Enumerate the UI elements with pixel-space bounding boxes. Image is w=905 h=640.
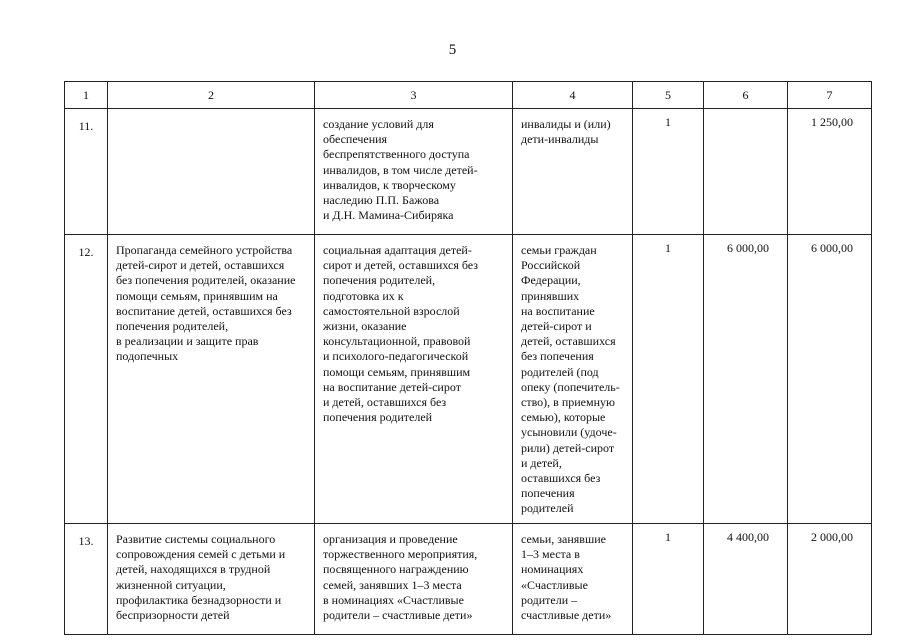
header-cell-4: 4 [513,82,633,109]
text-line: профилактика безнадзорности и [116,592,282,607]
target-group-cell [513,524,633,635]
text-line: семей, занявших 1–3 места [323,577,462,592]
text-line: воспитание детей, оставшихся без [116,303,292,318]
text-line: родителей [521,501,574,516]
row-number: 11. [65,109,108,235]
text-line: и детей, [521,455,562,470]
document-table [64,81,872,635]
text-line: принявших [521,288,580,303]
text-line: сопровождения семей с детьми и [116,547,286,562]
text-line: самостоятельной взрослой [323,303,460,318]
header-cell-6: 6 [704,82,788,109]
text-line: организация и проведение [323,532,458,546]
measure-description-cell [315,235,513,524]
text-line: родителей (под [521,364,599,379]
row-number: 13. [65,524,108,635]
text-line: детей, оставшихся [521,334,616,349]
text-line: помощи семьям, принявшим на [116,288,278,303]
text-line: инвалиды и (или) [521,117,611,131]
header-cell-1: 1 [65,82,108,109]
row-number: 12. [65,235,108,524]
text-line: номинациях [521,562,584,577]
header-cell-3: 3 [315,82,513,109]
measure-description-cell [315,109,513,235]
text-line: Федерации, [521,273,581,288]
text-line: в реализации и защите прав [116,334,259,349]
count-cell: 1 [633,109,704,235]
activity-direction-cell [108,524,315,635]
text-line: торжественного мероприятия, [323,547,478,562]
text-line: подготовка их к [323,288,404,303]
text-line: и детей, оставшихся без [323,395,447,410]
text-line: инвалидов, к творческому [323,177,456,192]
amount-cell-7: 1 250,00 [788,109,872,235]
text-line: беспрепятственного доступа [323,147,470,162]
table-header-row [65,82,872,109]
text-line: на воспитание [521,303,595,318]
table-row [65,235,872,524]
text-line: наследию П.П. Бажова [323,193,440,208]
activity-direction-cell [108,109,315,235]
header-cell-2: 2 [108,82,315,109]
header-cell-5: 5 [633,82,704,109]
text-line: инвалидов, в том числе детей- [323,162,478,177]
target-group-cell [513,235,633,524]
table-row [65,109,872,235]
text-line: и Д.Н. Мамина-Сибиряка [323,208,454,223]
text-line: семьи граждан [521,243,597,257]
text-line: и психолого-педагогической [323,349,469,364]
text-line: беспризорности детей [116,608,230,623]
text-line: детей-сирот и детей, оставшихся [116,258,285,273]
text-line: детей, находящихся в трудной [116,562,271,577]
measure-description-cell [315,524,513,635]
amount-cell-6: 4 400,00 [704,524,788,635]
text-line: Развитие системы социального [116,532,276,546]
amount-cell-7: 6 000,00 [788,235,872,524]
header-cell-7: 7 [788,82,872,109]
text-line: жизненной ситуации, [116,577,226,592]
amount-cell-6: 6 000,00 [704,235,788,524]
text-line: 1–3 места в [521,547,580,562]
page-number: 5 [448,42,457,58]
text-line: без попечения родителей, оказание [116,273,296,288]
text-line: консультационной, правовой [323,334,471,349]
text-line: сирот и детей, оставшихся без [323,258,479,273]
text-line: попечения родителей [323,410,433,425]
text-line: жизни, оказание [323,319,407,334]
text-line: оставшихся без [521,471,601,486]
text-line: помощи семьям, принявшим [323,364,471,379]
text-line: посвященного награждению [323,562,469,577]
table-row [65,524,872,635]
amount-cell-6 [704,109,788,235]
target-group-cell [513,109,633,235]
amount-cell-7: 2 000,00 [788,524,872,635]
text-line: ство), в приемную [521,395,615,410]
text-line: подопечных [116,349,179,364]
text-line: родители – счастливые дети» [323,608,473,623]
text-line: детей-сирот и [521,319,592,334]
text-line: создание условий для [323,117,434,131]
text-line: «Счастливые [521,577,588,592]
count-cell: 1 [633,524,704,635]
text-line: социальная адаптация детей- [323,243,472,257]
text-line: семьи, занявшие [521,532,606,546]
text-line: родители – [521,592,578,607]
text-line: семью), которые [521,410,606,425]
count-cell: 1 [633,235,704,524]
text-line: дети-инвалиды [521,132,599,147]
text-line: попечения родителей, [116,319,229,334]
text-line: попечения [521,486,575,501]
text-line: рили) детей-сирот [521,440,615,455]
text-line: опеку (попечитель- [521,379,620,394]
text-line: на воспитание детей-сирот [323,379,461,394]
text-line: обеспечения [323,132,388,147]
text-line: без попечения [521,349,594,364]
text-line: попечения родителей, [323,273,436,288]
text-line: счастливые дети» [521,608,612,623]
text-line: усыновили (удоче- [521,425,617,440]
text-line: Пропаганда семейного устройства [116,243,293,257]
text-line: Российской [521,258,581,273]
activity-direction-cell [108,235,315,524]
text-line: в номинациях «Счастливые [323,592,464,607]
